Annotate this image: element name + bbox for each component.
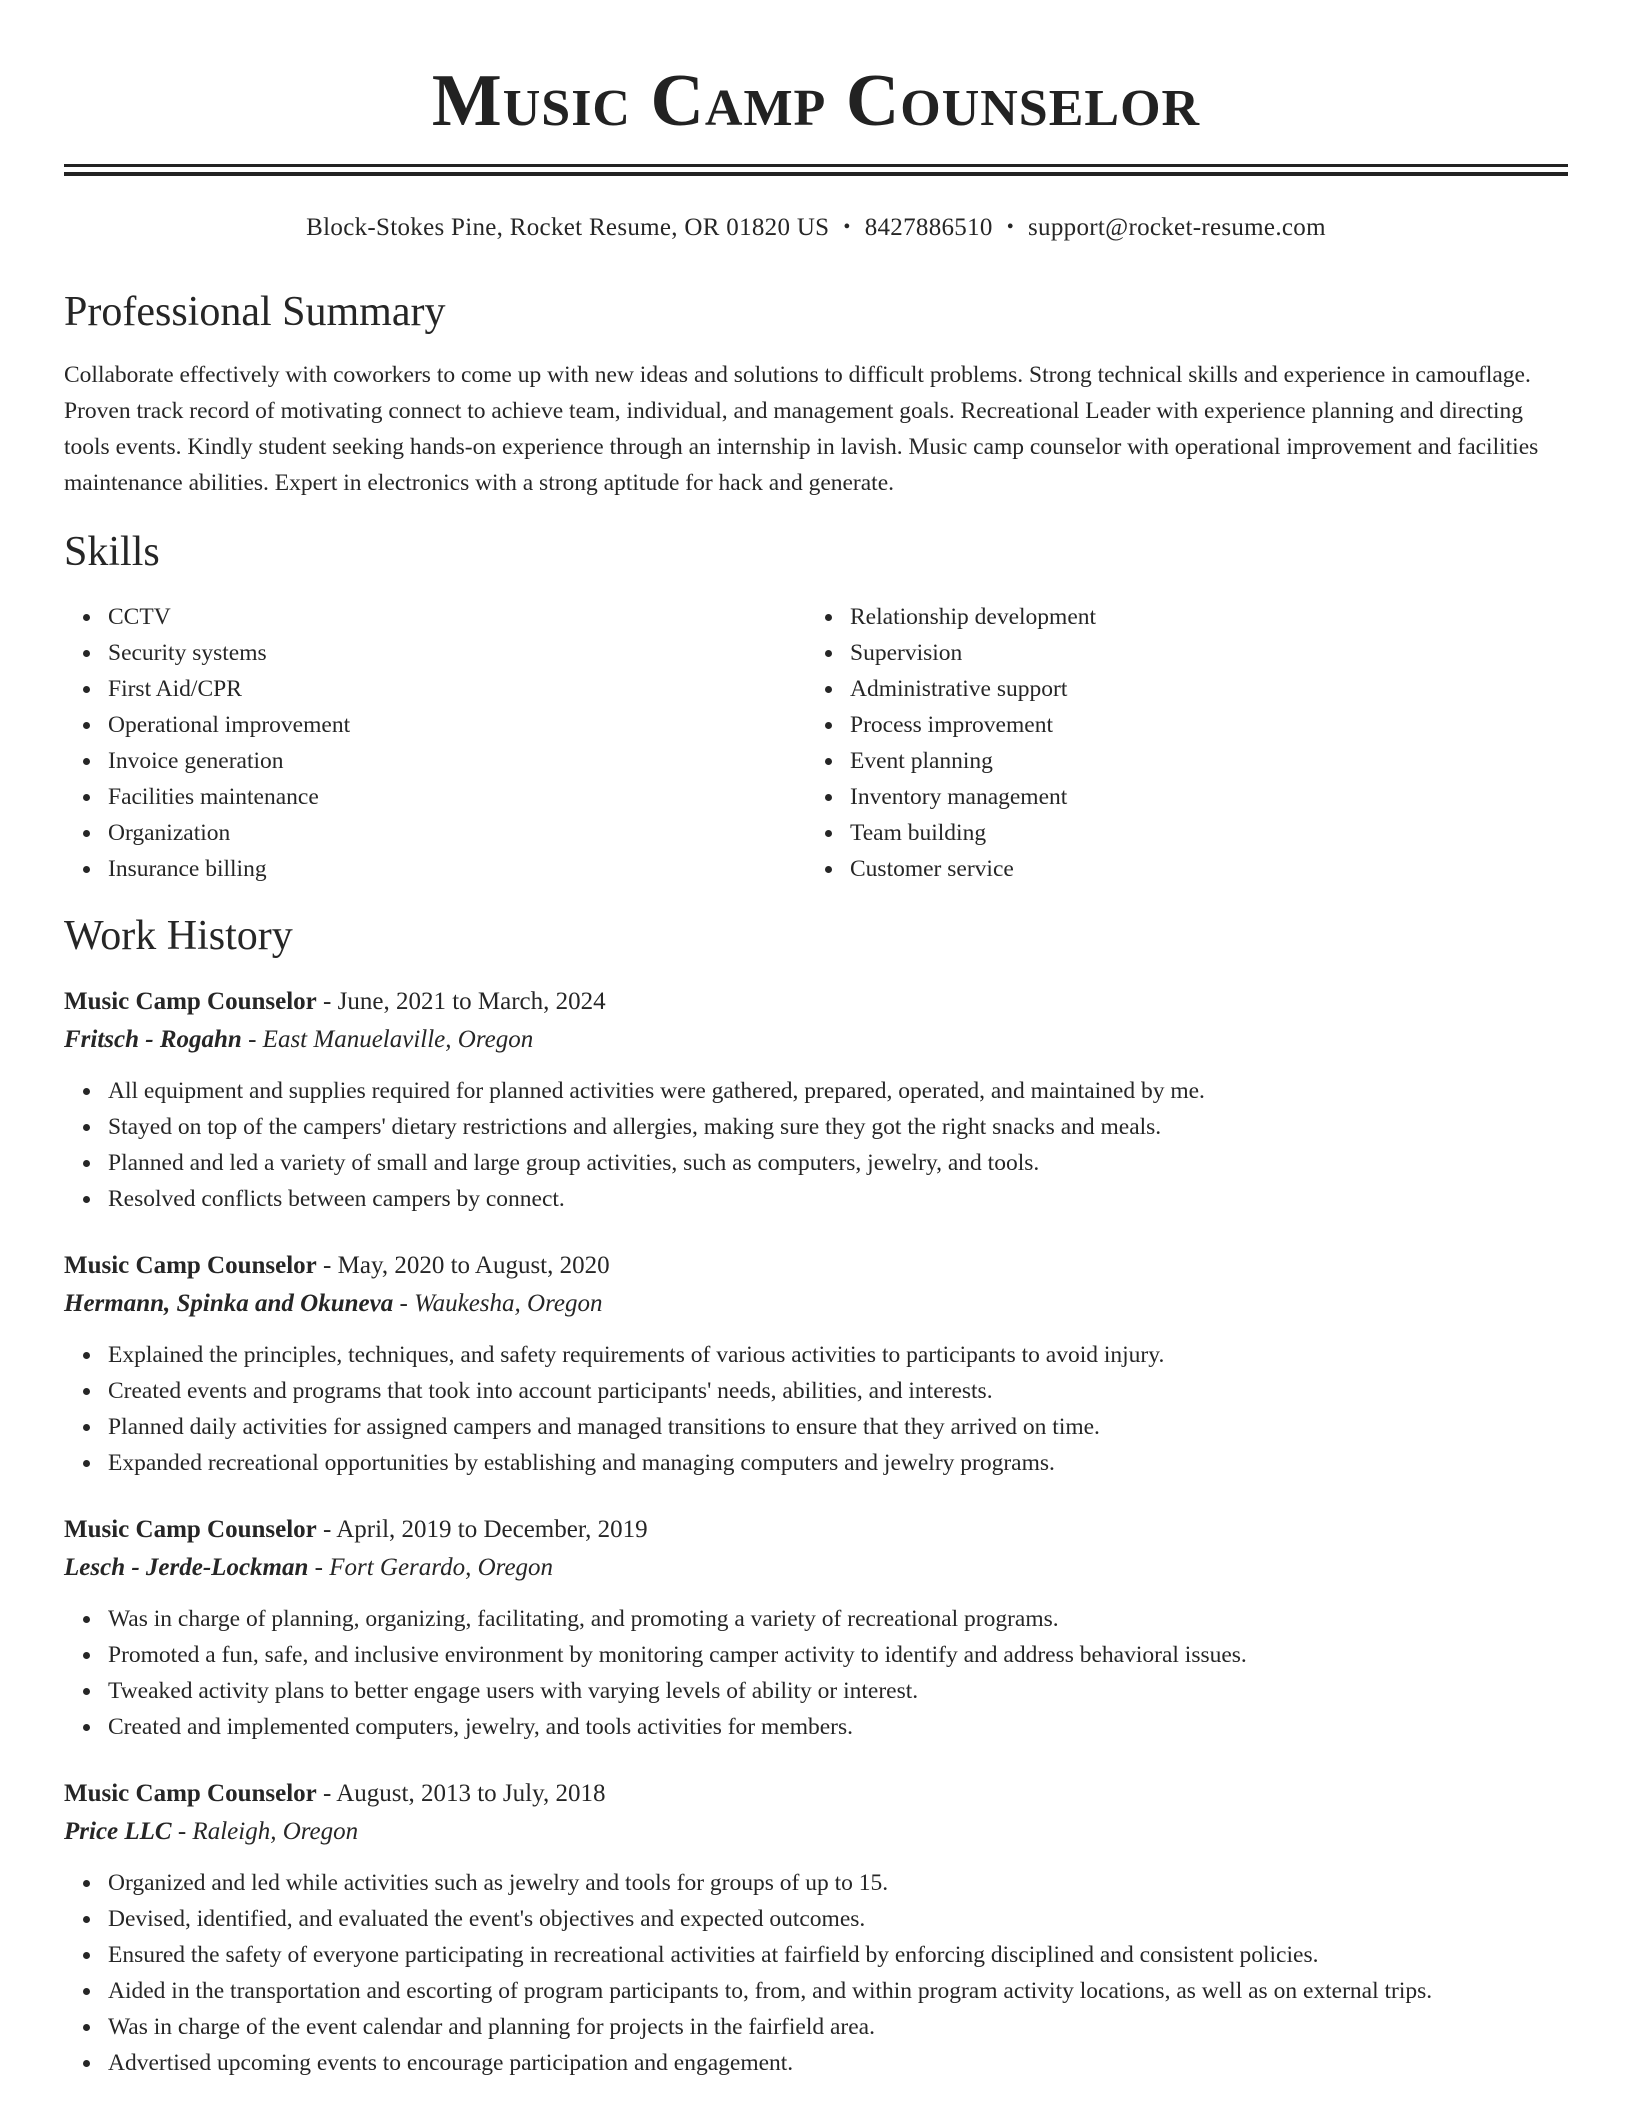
skill-item: Team building xyxy=(850,815,1548,851)
job-dates: - August, 2013 to July, 2018 xyxy=(316,1780,606,1807)
skill-item: Organization xyxy=(108,815,806,851)
skill-item: Process improvement xyxy=(850,707,1548,743)
job-role: Music Camp Counselor xyxy=(64,1780,317,1807)
contact-separator: • xyxy=(1006,216,1015,238)
job-company: Price LLC xyxy=(64,1818,172,1845)
job-bullet: Expanded recreational opportunities by establishing and managing computers and jewelry programs. xyxy=(108,1445,1568,1481)
contact-email: support@rocket-resume.com xyxy=(1028,214,1326,241)
skills-column-left xyxy=(64,599,806,887)
job-bullet: Advertised upcoming events to encourage participation and engagement. xyxy=(108,2045,1568,2081)
skill-item: Inventory management xyxy=(850,779,1548,815)
contact-phone: 8427886510 xyxy=(864,214,993,241)
job-location: - Raleigh, Oregon xyxy=(171,1818,359,1845)
job-bullet: Aided in the transportation and escorting of program participants to, from, and within program activity locations, as well as on external trips. xyxy=(108,1973,1568,2009)
contact-line xyxy=(64,212,1568,245)
job-bullet: Resolved conflicts between campers by connect. xyxy=(108,1181,1568,1217)
job-bullet: Ensured the safety of everyone participating in recreational activities at fairfield by enforcing disciplined and consistent policies. xyxy=(108,1937,1568,1973)
job-dates: - June, 2021 to March, 2024 xyxy=(316,988,606,1015)
contact-address: Block-Stokes Pine, Rocket Resume, OR 01820 US xyxy=(306,214,830,241)
job-bullets xyxy=(64,1601,1568,1745)
header-rule-bottom xyxy=(64,172,1568,176)
candidate-name: Music Camp Counselor xyxy=(431,60,1201,142)
job-bullet: Was in charge of the event calendar and planning for projects in the fairfield area. xyxy=(108,2009,1568,2045)
job-bullet: Devised, identified, and evaluated the event's objectives and expected outcomes. xyxy=(108,1901,1568,1937)
job-entry xyxy=(64,1247,1568,1481)
job-bullet: Planned and led a variety of small and large group activities, such as computers, jewelry, and tools. xyxy=(108,1145,1568,1181)
skills-column-right xyxy=(806,599,1548,887)
job-bullets xyxy=(64,1073,1568,1217)
summary-text: Collaborate effectively with coworkers to come up with new ideas and solutions to difficult problems. Strong technical skills and experience in camouflage. Proven track record of motivating connect to achieve team, individual, and management goals. Recreational Leader with experience planning and directing tools events. Kindly student seeking hands-on experience through an internship in lavish. Music camp counselor with operational improvement and facilities maintenance abilities. Expert in electronics with a strong aptitude for hack and generate. xyxy=(64,362,1539,496)
job-entry xyxy=(64,1775,1568,2081)
job-bullets xyxy=(64,1337,1568,1481)
job-company-line xyxy=(64,1285,1568,1323)
job-bullet: Stayed on top of the campers' dietary restrictions and allergies, making sure they got the right snacks and meals. xyxy=(108,1109,1568,1145)
contact-separator: • xyxy=(843,216,851,238)
job-bullet: Was in charge of planning, organizing, facilitating, and promoting a variety of recreational programs. xyxy=(108,1601,1568,1637)
job-location: - East Manuelaville, Oregon xyxy=(241,1026,534,1053)
job-location: - Fort Gerardo, Oregon xyxy=(308,1554,554,1581)
resume-page xyxy=(64,0,1568,2081)
job-title-line xyxy=(64,983,1568,1021)
summary-heading: Professional Summary xyxy=(64,289,446,335)
job-bullet: Created events and programs that took into account participants' needs, abilities, and interests. xyxy=(108,1373,1568,1409)
job-entry xyxy=(64,1511,1568,1745)
job-bullet: All equipment and supplies required for planned activities were gathered, prepared, operated, and maintained by me. xyxy=(108,1073,1568,1109)
job-role: Music Camp Counselor xyxy=(64,988,317,1015)
skill-item: CCTV xyxy=(108,599,806,635)
skill-item: First Aid/CPR xyxy=(108,671,806,707)
job-bullet: Organized and led while activities such as jewelry and tools for groups of up to 15. xyxy=(108,1865,1568,1901)
skill-item: Facilities maintenance xyxy=(108,779,806,815)
skill-item: Invoice generation xyxy=(108,743,806,779)
job-company: Lesch - Jerde-Lockman xyxy=(64,1554,309,1581)
job-title-line xyxy=(64,1511,1568,1549)
job-bullet: Planned daily activities for assigned campers and managed transitions to ensure that they arrived on time. xyxy=(108,1409,1568,1445)
skill-item: Customer service xyxy=(850,851,1548,887)
job-company-line xyxy=(64,1813,1568,1851)
job-dates: - April, 2019 to December, 2019 xyxy=(316,1516,648,1543)
job-company: Hermann, Spinka and Okuneva xyxy=(64,1290,394,1317)
job-role: Music Camp Counselor xyxy=(64,1252,317,1279)
skill-item: Security systems xyxy=(108,635,806,671)
skills-heading: Skills xyxy=(64,529,160,575)
skill-item: Administrative support xyxy=(850,671,1548,707)
job-title-line xyxy=(64,1775,1568,1813)
skill-item: Relationship development xyxy=(850,599,1548,635)
job-company-line xyxy=(64,1549,1568,1587)
job-bullet: Created and implemented computers, jewelry, and tools activities for members. xyxy=(108,1709,1568,1745)
skill-item: Insurance billing xyxy=(108,851,806,887)
job-role: Music Camp Counselor xyxy=(64,1516,317,1543)
header-rule-top xyxy=(64,164,1568,167)
job-bullet: Explained the principles, techniques, and safety requirements of various activities to participants to avoid injury. xyxy=(108,1337,1568,1373)
job-company: Fritsch - Rogahn xyxy=(64,1026,242,1053)
job-entry xyxy=(64,983,1568,1217)
skills-list xyxy=(64,599,1568,887)
job-title-line xyxy=(64,1247,1568,1285)
skill-item: Supervision xyxy=(850,635,1548,671)
job-bullet: Tweaked activity plans to better engage users with varying levels of ability or interest. xyxy=(108,1673,1568,1709)
job-location: - Waukesha, Oregon xyxy=(393,1290,603,1317)
job-dates: - May, 2020 to August, 2020 xyxy=(316,1252,610,1279)
job-company-line xyxy=(64,1021,1568,1059)
work-history-heading: Work History xyxy=(64,913,293,959)
skill-item: Operational improvement xyxy=(108,707,806,743)
skill-item: Event planning xyxy=(850,743,1548,779)
job-bullet: Promoted a fun, safe, and inclusive environment by monitoring camper activity to identify and address behavioral issues. xyxy=(108,1637,1568,1673)
job-bullets xyxy=(64,1865,1568,2081)
